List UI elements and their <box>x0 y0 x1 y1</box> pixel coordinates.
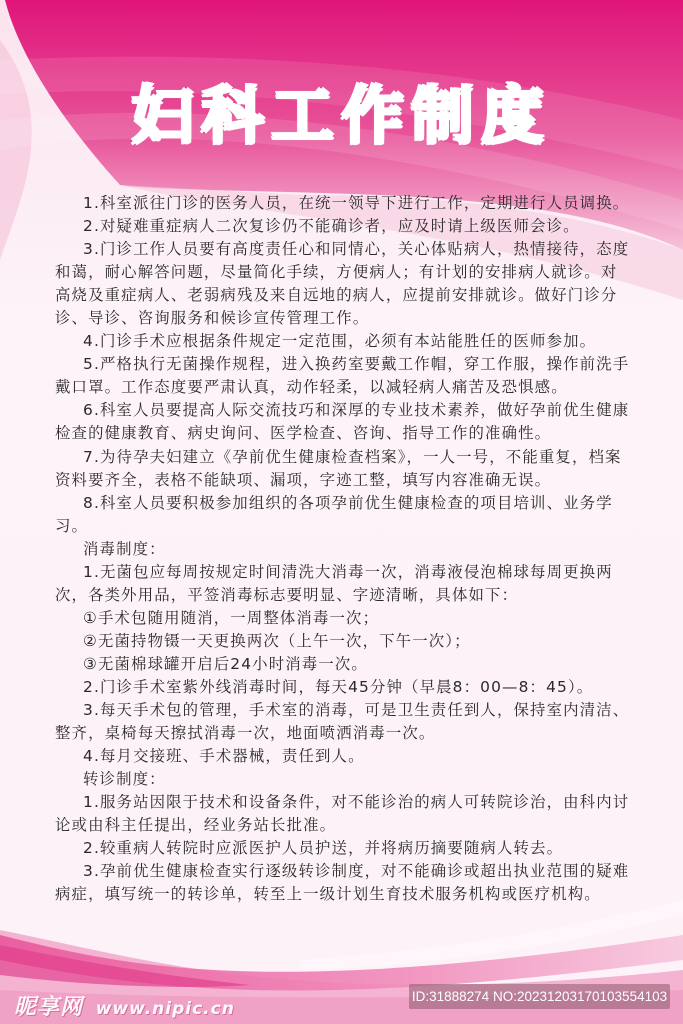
text-line: 1.科室派往门诊的医务人员，在统一领导下进行工作，定期进行人员调换。 <box>83 194 630 212</box>
text-line: ②无菌持物镊一天更换两次（上午一次，下午一次）； <box>83 631 471 650</box>
text-line: 7.为待孕夫妇建立《孕前优生健康检查档案》，一人一号，不能重复，档案 <box>83 447 622 466</box>
text-line: 4.每月交接班、手术器械，责任到人。 <box>83 747 365 766</box>
text-line: 诊、导诊、咨询服务和候诊宣传管理工作。 <box>55 309 370 328</box>
text-line: 戴口罩。工作态度要严肃认真，动作轻柔，以减轻病人痛苦及恐惧感。 <box>55 378 568 397</box>
text-line: 论或由科主任提出，经业务站长批准。 <box>55 816 337 835</box>
text-line: 整齐，桌椅每天擦拭消毒一次，地面喷洒消毒一次。 <box>55 724 436 743</box>
text-line: 6.科室人员要提高人际交流技巧和深厚的专业技术素养，做好孕前优生健康 <box>83 401 630 420</box>
text-line: ①手术包随用随消，一周整体消毒一次； <box>83 608 380 627</box>
text-line: 病症，填写统一的转诊单，转至上一级计划生育技术服务机构或医疗机构。 <box>55 885 601 904</box>
watermark-url: www.nipic.cn <box>95 999 235 1019</box>
text-line: 2.较重病人转院时应派医护人员护送，并将病历摘要随病人转去。 <box>83 839 564 858</box>
text-line: 转诊制度： <box>83 770 166 789</box>
text-line: 3.门诊工作人员要有高度责任心和同情心，关心体贴病人，热情接待，态度 <box>83 240 630 259</box>
text-line: 消毒制度： <box>83 539 166 558</box>
text-line: 资料要齐全，表格不能缺项、漏项，字迹工整，填写内容准确无误。 <box>55 470 552 489</box>
text-line: 3.孕前优生健康检查实行逐级转诊制度，对不能确诊或超出执业范围的疑难 <box>83 862 630 881</box>
regulations-text <box>55 192 645 906</box>
text-line: 习。 <box>55 516 89 535</box>
watermark-logo-text: 昵享网 <box>14 995 84 1020</box>
text-line: 检查的健康教育、病史询问、医学检查、咨询、指导工作的准确性。 <box>55 424 552 443</box>
text-line: 次，各类外用品，平签消毒标志要明显、字迹清晰，具体如下： <box>55 585 519 604</box>
text-line: 8.科室人员要积极参加组织的各项孕前优生健康检查的项目培训、业务学 <box>83 493 613 512</box>
text-line: 高烧及重症病人、老弱病残及来自远地的病人，应提前安排就诊。做好门诊分 <box>55 286 618 305</box>
text-line: 5.严格执行无菌操作规程，进入换药室要戴工作帽，穿工作服，操作前洗手 <box>83 355 630 374</box>
text-line: ③无菌棉球罐开启后24小时消毒一次。 <box>83 654 368 673</box>
text-line: 1.服务站因限于技术和设备条件，对不能诊治的病人可转院诊治，由科内讨 <box>83 793 630 812</box>
text-line: 和蔼，耐心解答问题，尽量简化手续，方便病人；有计划的安排病人就诊。对 <box>55 263 618 282</box>
text-line: 2.门诊手术室紫外线消毒时间，每天45分钟（早晨8：00—8：45）。 <box>83 677 594 696</box>
text-line: 4.门诊手术应根据条件规定一定范围，必须有本站能胜任的医师参加。 <box>83 332 597 351</box>
text-line: 1.无菌包应每周按规定时间清洗大消毒一次，消毒液侵泡棉球每周更换两 <box>83 562 613 581</box>
text-line: 3.每天手术包的管理，手术室的消毒，可是卫生责任到人，保持室内清洁、 <box>83 701 630 720</box>
watermark-logo <box>14 990 235 1021</box>
watermark-id-badge: ID:31888274 NO:20231203170103554103 <box>409 984 670 1009</box>
text-line: 2.对疑难重症病人二次复诊仍不能确诊者，应及时请上级医师会诊。 <box>83 217 580 236</box>
poster-title: 妇科工作制度 <box>131 79 552 152</box>
